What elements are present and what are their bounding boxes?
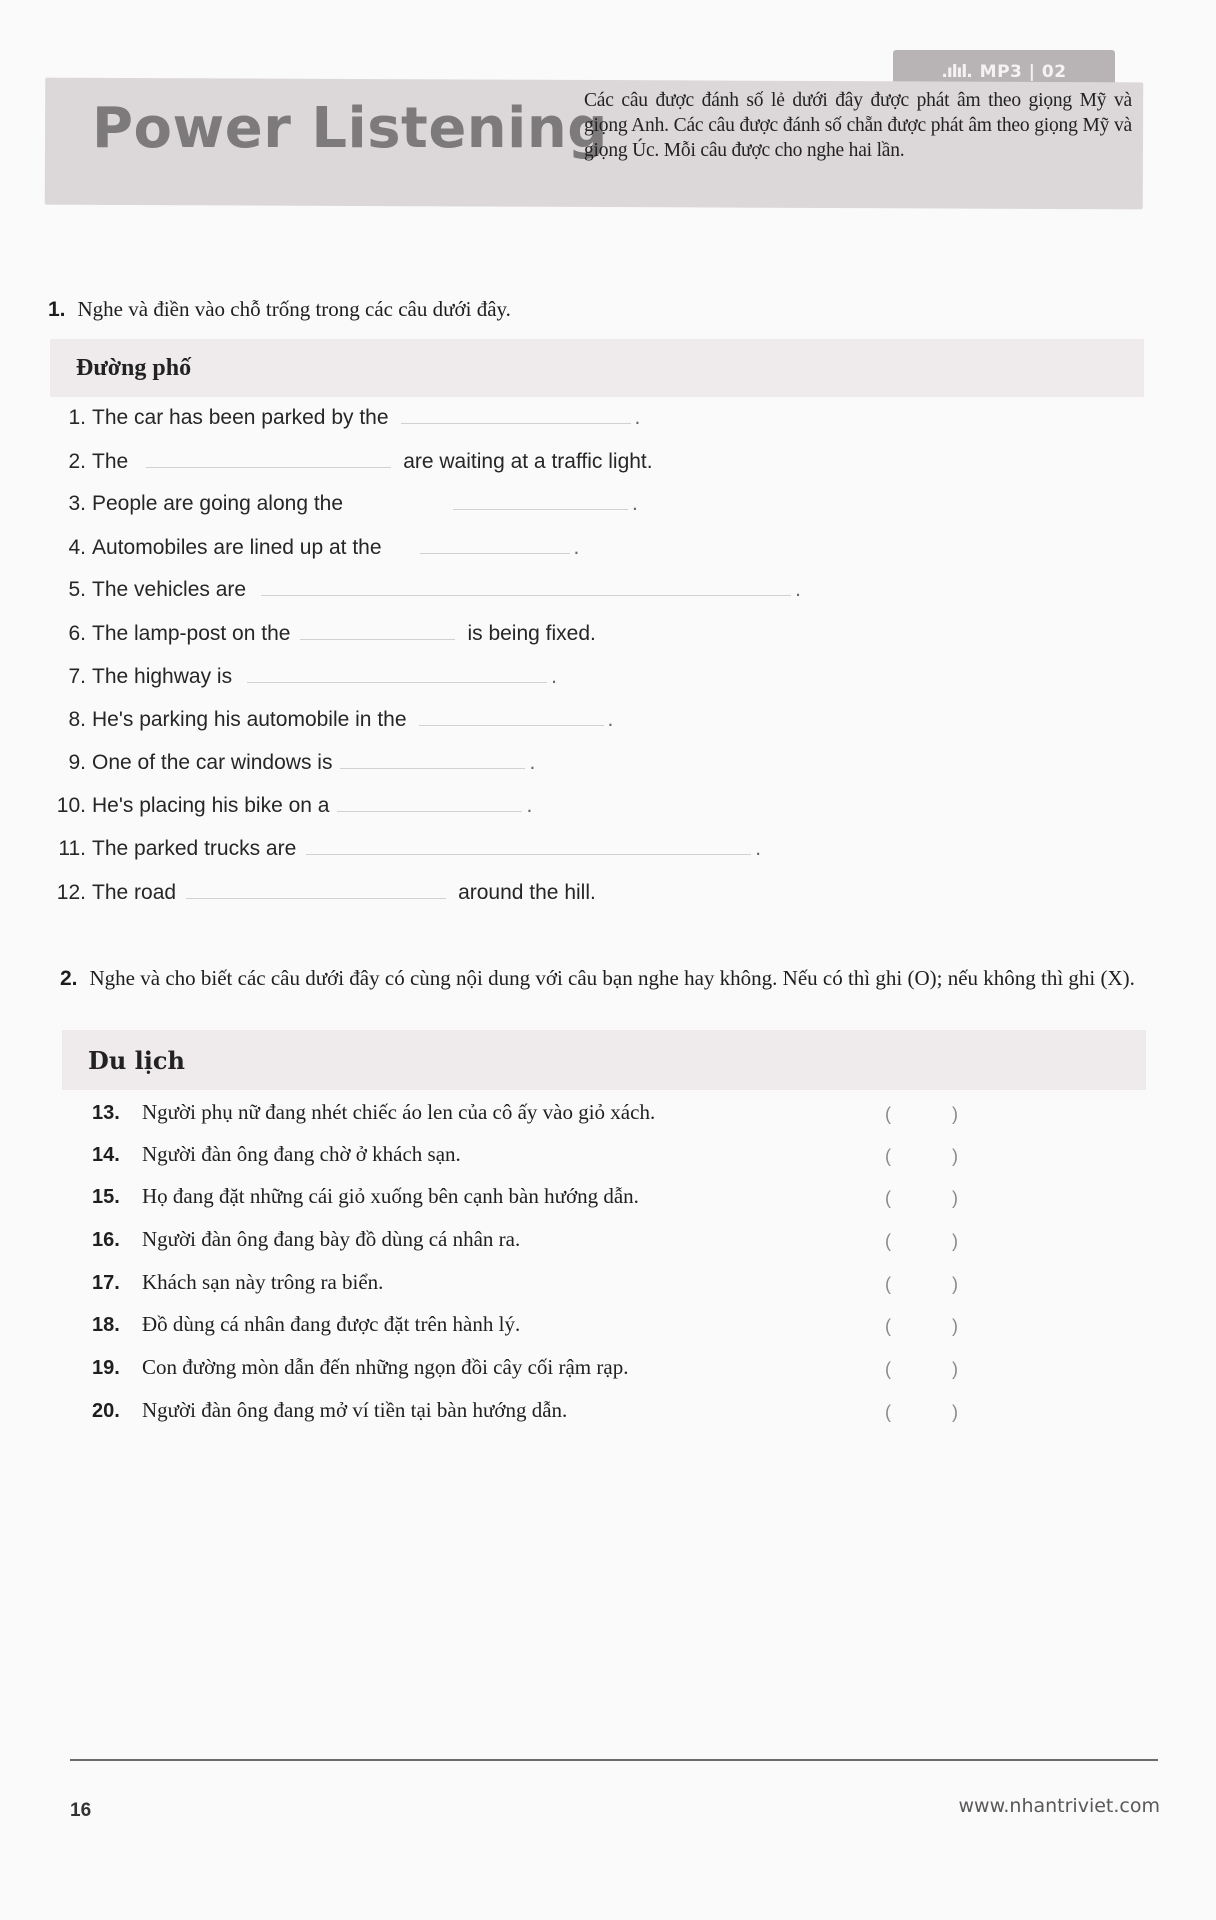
fill-blank-item <box>46 535 579 565</box>
fill-blank-item <box>46 836 761 866</box>
item-text-after: are waiting at a traffic light. <box>403 450 653 473</box>
answer-paren-open: ( <box>885 1146 891 1166</box>
item-number: 8. <box>68 708 86 731</box>
answer-blank[interactable] <box>261 577 791 596</box>
fill-blank-item <box>46 491 638 521</box>
answer-paren-close: ) <box>952 1104 958 1124</box>
item-number: 13. <box>92 1102 120 1124</box>
answer-slot[interactable] <box>897 1229 947 1255</box>
item-text-before: The parked trucks are <box>92 837 297 860</box>
item-text-before: The road <box>92 881 177 904</box>
topic-bar-duong-pho <box>50 339 1144 397</box>
answer-blank[interactable] <box>247 664 547 683</box>
page-title: Power Listening <box>92 96 608 161</box>
item-text: Họ đang đặt những cái giỏ xuống bên cạnh bàn hướng dẫn. <box>142 1184 639 1208</box>
item-number: 20. <box>92 1400 120 1422</box>
answer-paren-open: ( <box>885 1274 891 1294</box>
item-text-after: . <box>573 536 580 559</box>
answer-paren-open: ( <box>885 1231 891 1251</box>
true-false-item <box>92 1100 992 1130</box>
item-number: 1. <box>68 406 86 429</box>
item-text-before: He's parking his automobile in the <box>92 708 407 731</box>
item-number: 15. <box>92 1186 120 1208</box>
true-false-item <box>92 1398 992 1428</box>
item-text-after: . <box>634 406 641 429</box>
item-number: 18. <box>92 1314 120 1336</box>
fill-blank-item <box>46 405 640 435</box>
answer-blank[interactable] <box>401 405 631 424</box>
answer-slot[interactable] <box>897 1102 947 1128</box>
item-number: 3. <box>68 492 86 515</box>
section-2-heading <box>60 958 1140 999</box>
section-number: 1. <box>48 298 66 321</box>
item-number: 14. <box>92 1144 120 1166</box>
fill-blank-item <box>46 750 535 780</box>
answer-paren-close: ) <box>952 1274 958 1294</box>
audio-bars-icon: .ılıl. <box>941 62 972 82</box>
item-text-after: . <box>632 492 638 515</box>
item-number: 9. <box>68 751 86 774</box>
answer-paren-open: ( <box>885 1316 891 1336</box>
item-text-before: The highway is <box>92 665 233 688</box>
item-number: 16. <box>92 1229 120 1251</box>
fill-blank-item <box>46 793 532 823</box>
item-text-before: People are going along the <box>92 492 344 515</box>
answer-slot[interactable] <box>897 1400 947 1426</box>
page-number: 16 <box>70 1800 92 1821</box>
item-text-before: Automobiles are lined up at the <box>92 536 382 559</box>
answer-paren-close: ) <box>952 1231 958 1251</box>
answer-blank[interactable] <box>300 621 455 640</box>
answer-paren-close: ) <box>952 1146 958 1166</box>
answer-blank[interactable] <box>419 707 604 726</box>
topic-label: Du lịch <box>88 1045 185 1075</box>
answer-blank[interactable] <box>453 491 628 510</box>
topic-bar-du-lich <box>62 1030 1146 1090</box>
answer-blank[interactable] <box>420 535 570 554</box>
item-text-before: One of the car windows is <box>92 751 333 774</box>
fill-blank-item <box>46 880 596 910</box>
true-false-item <box>92 1312 992 1342</box>
fill-blank-item <box>46 664 557 694</box>
item-text-after: . <box>795 578 801 601</box>
answer-slot[interactable] <box>897 1272 947 1298</box>
answer-slot[interactable] <box>897 1314 947 1340</box>
item-number: 10. <box>56 794 86 817</box>
item-text-after: is being fixed. <box>467 622 596 645</box>
item-text-after: around the hill. <box>458 881 596 904</box>
section-1-heading <box>48 297 511 322</box>
true-false-item <box>92 1270 992 1300</box>
item-text-before: The <box>92 450 129 473</box>
item-text: Đồ dùng cá nhân đang được đặt trên hành lý. <box>142 1312 521 1336</box>
item-text-before: The lamp-post on the <box>92 622 291 645</box>
item-number: 2. <box>68 450 86 473</box>
item-number: 11. <box>58 837 86 860</box>
answer-paren-close: ) <box>952 1188 958 1208</box>
item-number: 19. <box>92 1357 120 1379</box>
answer-paren-close: ) <box>952 1402 958 1422</box>
fill-blank-item <box>46 449 653 479</box>
answer-paren-open: ( <box>885 1359 891 1379</box>
audio-track-label: MP3 | 02 <box>979 62 1067 82</box>
answer-blank[interactable] <box>146 449 391 468</box>
item-text-after: . <box>607 708 614 731</box>
topic-label: Đường phố <box>76 354 192 381</box>
item-number: 5. <box>68 578 86 601</box>
item-text-after: . <box>526 794 533 817</box>
answer-paren-close: ) <box>952 1316 958 1336</box>
intro-text: Các câu được đánh số lẻ dưới đây được phát âm theo giọng Mỹ và giọng Anh. Các câu được đánh số chẵn được phát âm theo giọng Mỹ và giọng Úc. Mỗi câu được cho nghe hai lần. <box>584 90 1132 161</box>
fill-blank-item <box>46 621 596 651</box>
item-text: Con đường mòn dẫn đến những ngọn đồi cây cối rậm rạp. <box>142 1355 629 1379</box>
item-text: Người đàn ông đang chờ ở khách sạn. <box>142 1142 461 1166</box>
item-text-after: . <box>551 665 557 688</box>
section-number: 2. <box>60 967 78 990</box>
fill-blank-item <box>46 707 613 737</box>
item-number: 4. <box>68 536 86 559</box>
item-text: Người đàn ông đang mở ví tiền tại bàn hướng dẫn. <box>142 1398 568 1422</box>
true-false-item <box>92 1184 992 1214</box>
item-text-after: . <box>755 837 762 860</box>
answer-paren-close: ) <box>952 1359 958 1379</box>
answer-blank[interactable] <box>340 750 525 769</box>
item-text-after: . <box>529 751 536 774</box>
answer-slot[interactable] <box>897 1186 947 1212</box>
item-number: 17. <box>92 1272 120 1294</box>
answer-blank[interactable] <box>306 836 751 855</box>
answer-paren-open: ( <box>885 1402 891 1422</box>
true-false-item <box>92 1142 992 1172</box>
answer-blank[interactable] <box>186 880 446 899</box>
section-instruction: Nghe và cho biết các câu dưới đây có cùng nội dung với câu bạn nghe hay không. Nếu có thì ghi (O); nếu không thì ghi (X). <box>89 966 1135 990</box>
answer-slot[interactable] <box>897 1144 947 1170</box>
item-text: Khách sạn này trông ra biển. <box>142 1270 384 1294</box>
item-text-before: The vehicles are <box>92 578 247 601</box>
answer-slot[interactable] <box>897 1357 947 1383</box>
true-false-item <box>92 1227 992 1257</box>
item-text-before: He's placing his bike on a <box>92 794 330 817</box>
true-false-item <box>92 1355 992 1385</box>
item-number: 6. <box>68 622 86 645</box>
section-instruction: Nghe và điền vào chỗ trống trong các câu dưới đây. <box>77 297 511 321</box>
footer-divider <box>70 1759 1158 1761</box>
item-number: 7. <box>68 665 86 688</box>
item-text: Người đàn ông đang bày đồ dùng cá nhân ra. <box>142 1227 521 1251</box>
item-text: Người phụ nữ đang nhét chiếc áo len của cô ấy vào giỏ xách. <box>142 1100 656 1124</box>
answer-paren-open: ( <box>885 1104 891 1124</box>
answer-paren-open: ( <box>885 1188 891 1208</box>
item-text-before: The car has been parked by the <box>92 406 389 429</box>
publisher-website: www.nhantriviet.com <box>958 1795 1160 1817</box>
item-number: 12. <box>56 881 86 904</box>
answer-blank[interactable] <box>337 793 522 812</box>
fill-blank-item <box>46 577 801 607</box>
